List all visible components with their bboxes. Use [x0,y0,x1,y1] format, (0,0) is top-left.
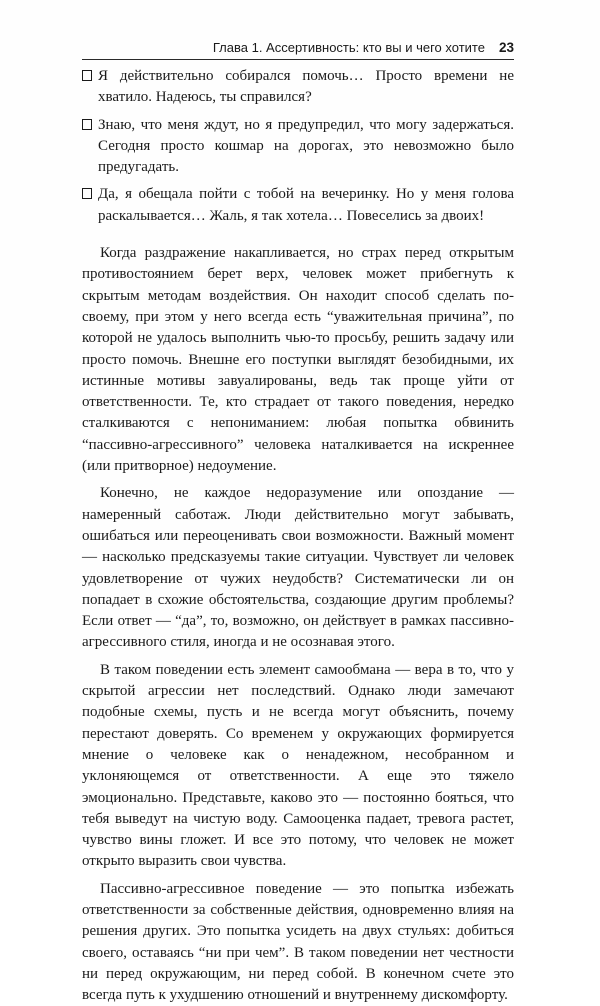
body-paragraph: В таком поведении есть элемент самообмана — вера в то, что у скрытой агрессии нет последствий. Однако люди замечают подобные схемы, пусть и не всегда могут объяснить, почему перестают доверять. Со временем у окружающих формируется мнение о человеке как о ненадежном, несобранном и уклоняющемся от ответственности. А еще это тяжело эмоционально. Представьте, каково это — постоянно бояться, что тебя выведут на чистую воду. Самооценка падает, тревога растет, чувство вины гложет. И все это потому, что человек не может открыто выразить свои чувства. [82,661,514,870]
checklist [82,66,514,227]
checkbox-icon [82,70,92,81]
checkbox-icon [82,119,92,130]
checkbox-icon [82,188,92,199]
checklist-item-text: Да, я обещала пойти с тобой на вечеринку. Но у меня голова раскалывается… Жаль, я так хотела… Повеселись за двоих! [98,186,514,224]
body-paragraph: Конечно, не каждое недоразумение или опоздание — намеренный саботаж. Люди действительно могут забывать, ошибаться или переоценивать свои возможности. Важный момент — насколько предсказуемы такие ситуации. Чувствует ли человек удовлетворение от чужих неудобств? Систематически ли он попадает в схожие обстоятельства, создающие другим проблемы? Если ответ — “да”, то, возможно, он действует в рамках пассивно-агрессивного стиля, иногда и не осознавая этого. [82,485,514,651]
checklist-item-text: Знаю, что меня ждут, но я предупредил, что могу задержаться. Сегодня просто кошмар на дорогах, это невозможно было предугадать. [98,116,514,176]
checklist-item [82,66,514,109]
checklist-item-text: Я действительно собирался помочь… Просто времени не хватило. Надеюсь, ты справился? [98,68,514,106]
checklist-item [82,115,514,179]
body-paragraph: Пассивно-агрессивное поведение — это попытка избежать ответственности за собственные действия, одновременно влияя на решения других. Это попытка усидеть на двух стульях: добиться своего, оставаясь “ни при чем”. В таком поведении нет честности ни перед окружающим, ни перед собой. В конечном счете это всегда путь к ухудшению отношений и внутреннему дискомфорту. [82,880,514,1004]
chapter-title: Глава 1. Ассертивность: кто вы и чего хотите [212,40,485,55]
running-header [82,40,514,60]
checklist-item [82,184,514,227]
body-paragraph: Когда раздражение накапливается, но страх перед открытым противостоянием берет верх, человек может прибегнуть к скрытым методам воздействия. Он находит способ сделать по-своему, при этом у него всегда есть “уважительная причина”, по которой не удалось выполнить чью-то просьбу, решить задачу или просто помочь. Внешне его поступки выглядят безобидными, их истинные мотивы завуалированы, ведь так проще уйти от ответственности. Те, кто страдает от такого поведения, нередко сталкиваются с непониманием: любая попытка обвинить “пассивно-агрессивного” человека наталкивается на искреннее (или притворное) недоумение. [82,245,514,475]
page-number: 23 [498,40,514,55]
page-body [82,66,514,1006]
